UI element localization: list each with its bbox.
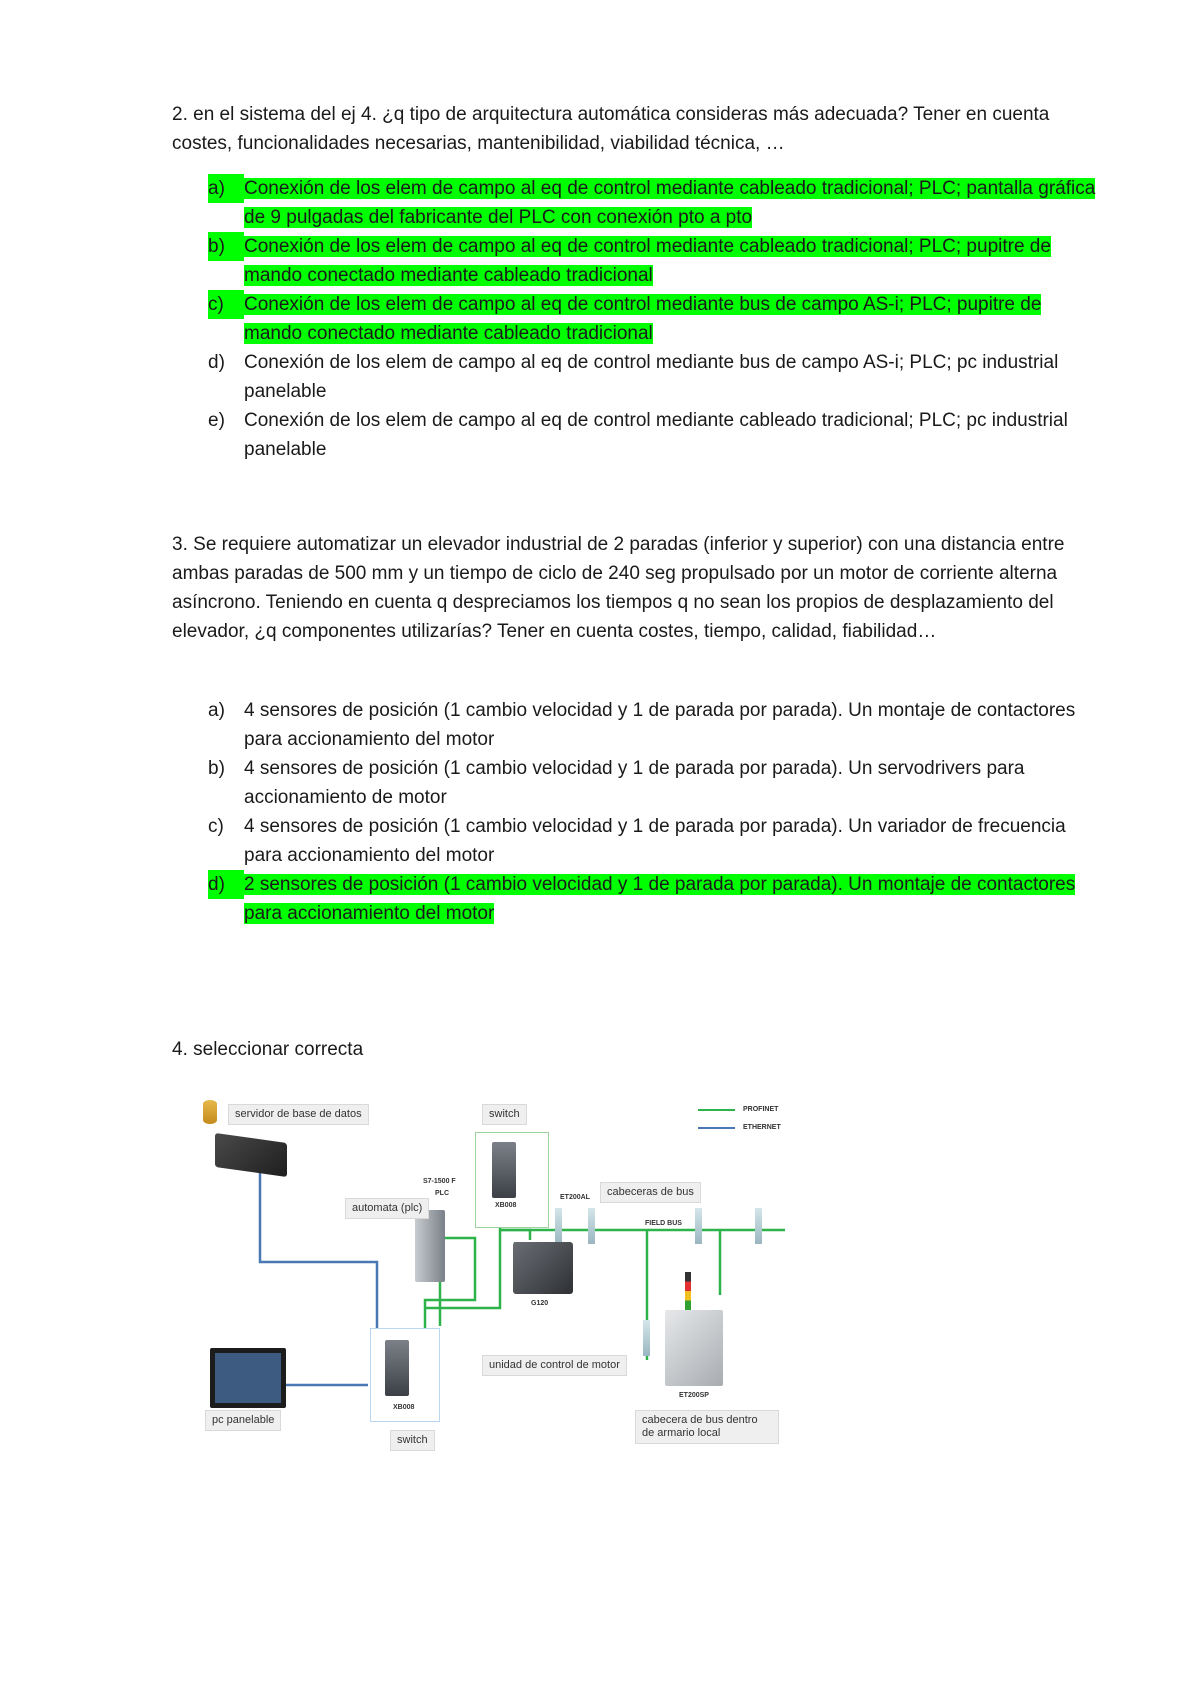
option-text: 4 sensores de posición (1 cambio velocidad y 1 de parada por parada). Un variador de frecuencia para accionamiento del motor xyxy=(244,816,1066,866)
bus-module-icon xyxy=(755,1208,762,1244)
q4-number: 4. xyxy=(172,1039,188,1060)
et200al-label: ET200AL xyxy=(560,1194,590,1201)
option-letter: c) xyxy=(208,290,244,319)
option-text: 4 sensores de posición (1 cambio velocidad y 1 de parada por parada). Un montaje de contactores para accionamiento del motor xyxy=(244,700,1076,750)
profinet-links xyxy=(425,1210,785,1360)
label-db-server: servidor de base de datos xyxy=(228,1104,369,1125)
et200sp-label: ET200SP xyxy=(679,1392,709,1399)
option-text: Conexión de los elem de campo al eq de control mediante cableado tradicional; PLC; pupitre de mando conectado mediante cableado tradicional xyxy=(244,236,1051,286)
option-text: Conexión de los elem de campo al eq de control mediante bus de campo AS-i; PLC; pc industrial panelable xyxy=(244,352,1059,402)
switch-icon xyxy=(385,1340,409,1396)
label-plc: automata (plc) xyxy=(345,1198,429,1219)
option-letter: d) xyxy=(208,870,244,899)
option-text: Conexión de los elem de campo al eq de control mediante bus de campo AS-i; PLC; pupitre de mando conectado mediante cableado tradicional xyxy=(244,294,1042,344)
q4-prompt xyxy=(172,1035,1092,1064)
label-local-cabinet: cabecera de bus dentro de armario local xyxy=(635,1410,779,1444)
option-letter: d) xyxy=(208,352,225,373)
option-letter: c) xyxy=(208,816,224,837)
bus-module-icon xyxy=(643,1320,650,1356)
label-motor-unit: unidad de control de motor xyxy=(482,1355,627,1376)
option-letter: a) xyxy=(208,700,225,721)
q3-prompt xyxy=(172,530,1092,646)
panel-pc-screen xyxy=(215,1353,281,1403)
q4-text: seleccionar correcta xyxy=(193,1039,364,1060)
q3-number: 3. xyxy=(172,534,188,555)
control-cabinet-icon xyxy=(665,1310,723,1386)
q2-prompt xyxy=(172,100,1092,158)
q3-text: Se requiere automatizar un elevador industrial de 2 paradas (inferior y superior) con una distancia entre ambas paradas de 500 mm y un tiempo de ciclo de 240 seg propulsado por un motor de corriente alterna asíncrono. Teniendo en cuenta q despreciamos los tiempos q no sean los propios de desplazamiento del elevador, ¿q componentes utilizarías? Tener en cuenta costes, tiempo, calidad, fiabilidad… xyxy=(172,534,1065,642)
bus-module-icon xyxy=(695,1208,702,1244)
legend-profinet: PROFINET xyxy=(743,1106,779,1113)
option-text: 2 sensores de posición (1 cambio velocidad y 1 de parada por parada). Un montaje de contactores para accionamiento del motor xyxy=(244,874,1076,924)
bus-module-icon xyxy=(588,1208,595,1244)
fieldbus-label: FIELD BUS xyxy=(645,1220,682,1227)
label-pc: pc panelable xyxy=(205,1410,281,1431)
option-text: 4 sensores de posición (1 cambio velocidad y 1 de parada por parada). Un servodrivers para accionamiento de motor xyxy=(244,758,1025,808)
switch-top-model-label: XB008 xyxy=(495,1202,517,1209)
option-letter: b) xyxy=(208,758,225,779)
panel-pc-icon xyxy=(210,1348,286,1408)
motor-control-unit-icon xyxy=(513,1242,573,1294)
option-letter: e) xyxy=(208,410,225,431)
label-bus-heads: cabeceras de bus xyxy=(600,1182,701,1203)
top-switch-to-motor-unit-link xyxy=(500,1230,530,1240)
legend-ethernet: ETHERNET xyxy=(743,1124,781,1131)
q2-text: en el sistema del ej 4. ¿q tipo de arquitectura automática consideras más adecuada? Tener en cuenta costes, funcionalidades necesarias, mantenibilidad, viabilidad técnica, … xyxy=(172,104,1050,154)
network-diagram xyxy=(195,1090,815,1465)
label-switch-top: switch xyxy=(482,1104,527,1125)
bus-module-icon xyxy=(555,1208,562,1244)
plc-model-label: S7-1500 F xyxy=(423,1178,456,1185)
database-icon xyxy=(203,1100,217,1124)
switch-icon xyxy=(492,1142,516,1198)
g120-label: G120 xyxy=(531,1300,549,1307)
switch-bottom-model-label: XB008 xyxy=(393,1404,415,1411)
signal-tower-icon xyxy=(685,1272,691,1310)
plc-sub-label: PLC xyxy=(435,1190,449,1197)
option-text: Conexión de los elem de campo al eq de control mediante cableado tradicional; PLC; pantalla gráfica de 9 pulgadas del fabricante del PLC con conexión pto a pto xyxy=(244,178,1096,228)
option-letter: b) xyxy=(208,232,244,261)
label-switch-bottom: switch xyxy=(390,1430,435,1451)
q2-number: 2. xyxy=(172,104,188,125)
server-to-switch-link xyxy=(260,1162,377,1328)
plc-icon xyxy=(415,1210,445,1282)
option-text: Conexión de los elem de campo al eq de control mediante cableado tradicional; PLC; pc industrial panelable xyxy=(244,410,1068,460)
option-letter: a) xyxy=(208,174,244,203)
